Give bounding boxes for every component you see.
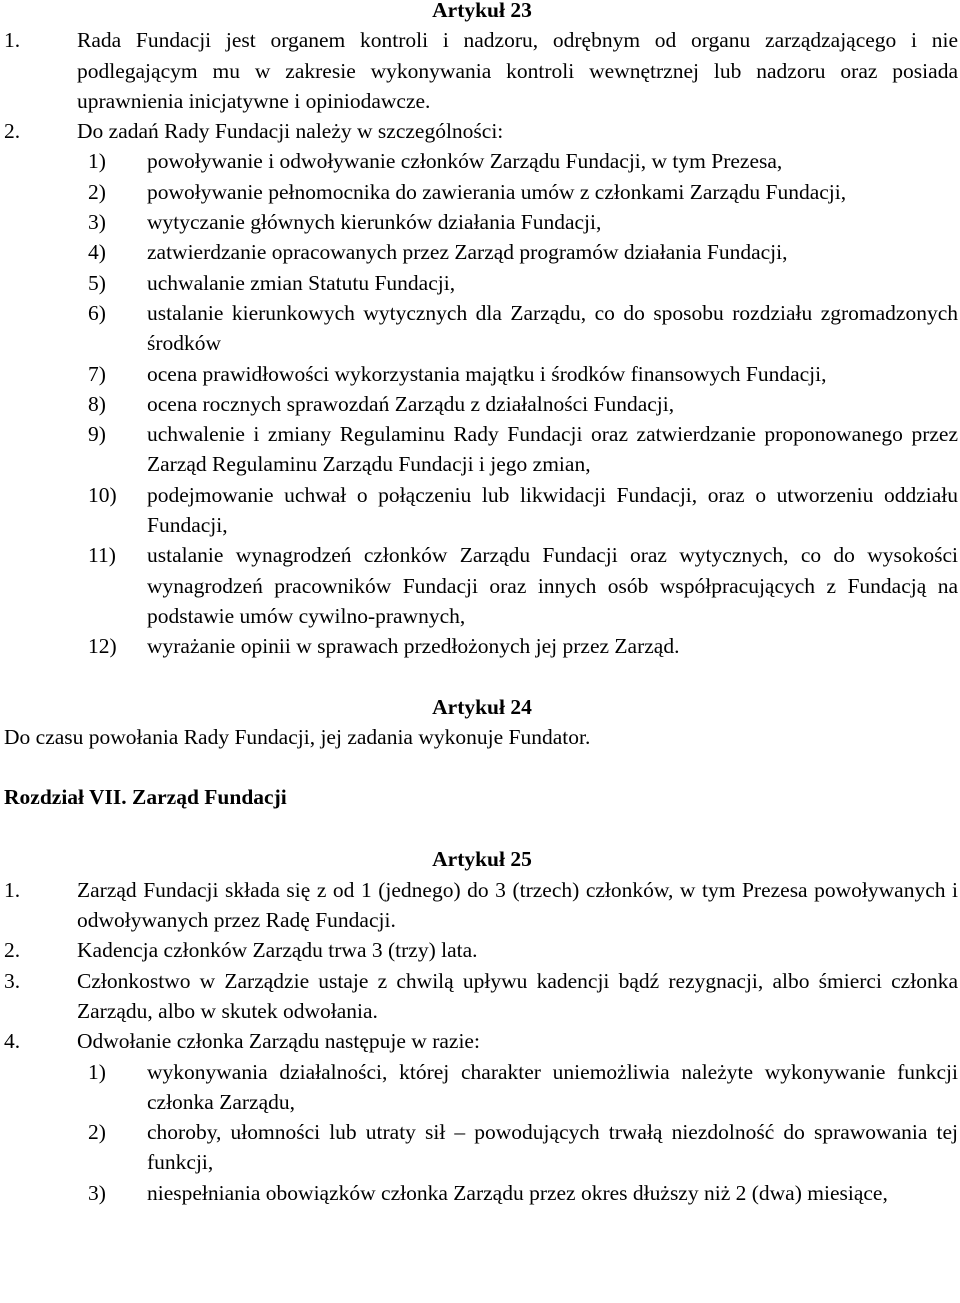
list-item-text: wykonywania działalności, której charakter uniemożliwia należyte wykonywanie funkcji członka Zarządu, <box>147 1059 958 1114</box>
paragraph-number: 2. <box>4 938 21 963</box>
list-item-number: 5) <box>88 270 106 295</box>
list-item-number: 3) <box>88 210 106 235</box>
paragraph-text: Kadencja członków Zarządu trwa 3 (trzy) lata. <box>77 938 478 963</box>
paragraph-text: Do zadań Rady Fundacji należy w szczególności: <box>77 119 504 144</box>
list-item-number: 9) <box>88 422 106 447</box>
list-item-number: 4) <box>88 240 106 265</box>
list-item-text: uchwalenie i zmiany Regulaminu Rady Fundacji oraz zatwierdzanie proponowanego przez Zarząd Regulaminu Zarządu Fundacji i jego zmian, <box>147 422 958 477</box>
numbered-paragraph <box>0 25 960 116</box>
numbered-paragraph <box>0 966 960 1027</box>
paragraph-number: 4. <box>4 1029 21 1054</box>
list-item-text: ocena prawidłowości wykorzystania majątku i środków finansowych Fundacji, <box>147 361 827 386</box>
list-item-text: ustalanie kierunkowych wytycznych dla Zarządu, co do sposobu rozdziału zgromadzonych środków <box>147 300 958 356</box>
list-item <box>0 480 960 541</box>
list-item <box>0 1178 960 1208</box>
article-heading: Artykuł 23 <box>432 0 532 22</box>
list-item-text: wyrażanie opinii w sprawach przedłożonych jej przez Zarząd. <box>147 634 680 659</box>
list-item-number: 8) <box>88 391 106 416</box>
list-item <box>0 1057 960 1118</box>
list-item-number: 2) <box>88 1120 106 1145</box>
paragraph-number: 1. <box>4 28 21 53</box>
paragraph-number: 1. <box>4 877 21 902</box>
list-item-text: podejmowanie uchwał o połączeniu lub likwidacji Fundacji, oraz o utworzeniu oddziału Fundacji, <box>147 482 958 538</box>
numbered-paragraph <box>0 875 960 936</box>
list-item-text: choroby, ułomności lub utraty sił – powodujących trwałą niezdolność do sprawowania tej funkcji, <box>147 1120 958 1175</box>
list-item <box>0 177 960 207</box>
paragraph-number: 3. <box>4 968 21 993</box>
list-item-text: ocena rocznych sprawozdań Zarządu z działalności Fundacji, <box>147 391 675 416</box>
list-item-text: powoływanie i odwoływanie członków Zarządu Fundacji, w tym Prezesa, <box>147 149 783 174</box>
spacer <box>0 812 960 844</box>
list-item <box>0 631 960 661</box>
article-heading: Artykuł 24 <box>432 694 532 719</box>
list-item <box>0 268 960 298</box>
list-item <box>0 419 960 480</box>
numbered-paragraph <box>0 116 960 146</box>
list-item-text: uchwalanie zmian Statutu Fundacji, <box>147 270 456 295</box>
article-paragraph: Do czasu powołania Rady Fundacji, jej zadania wykonuje Fundator. <box>4 724 591 749</box>
article-heading: Artykuł 25 <box>432 847 532 872</box>
list-item-text: niespełniania obowiązków członka Zarządu przez okres dłuższy niż 2 (dwa) miesiące, <box>147 1180 888 1205</box>
list-item-text: powoływanie pełnomocnika do zawierania umów z członkami Zarządu Fundacji, <box>147 179 847 204</box>
chapter-heading: Rozdział VII. Zarząd Fundacji <box>4 785 287 810</box>
list-item-number: 10) <box>88 482 117 507</box>
list-item-number: 12) <box>88 634 117 659</box>
list-item-number: 3) <box>88 1180 106 1205</box>
list-item-number: 1) <box>88 149 106 174</box>
list-item-number: 7) <box>88 361 106 386</box>
list-item <box>0 1117 960 1178</box>
list-item-text: zatwierdzanie opracowanych przez Zarząd programów działania Fundacji, <box>147 240 788 265</box>
list-item <box>0 389 960 419</box>
list-item-text: wytyczanie głównych kierunków działania Fundacji, <box>147 210 602 235</box>
paragraph-number: 2. <box>4 119 21 144</box>
spacer <box>0 662 960 692</box>
paragraph-text: Zarząd Fundacji składa się z od 1 (jednego) do 3 (trzech) członków, w tym Prezesa powoływanych i odwoływanych przez Radę Fundacji. <box>77 877 958 933</box>
paragraph-text: Odwołanie członka Zarządu następuje w razie: <box>77 1029 480 1054</box>
list-item <box>0 146 960 176</box>
paragraph-text: Rada Fundacji jest organem kontroli i nadzoru, odrębnym od organu zarządzającego i nie podlegającym mu w zakresie wykonywania kontroli wewnętrznej lub nadzoru oraz posiada uprawnienia inicjatywne i opiniodawcze. <box>77 28 958 113</box>
list-item-number: 11) <box>88 543 116 568</box>
list-item-number: 6) <box>88 300 106 325</box>
list-item <box>0 207 960 237</box>
list-item-number: 2) <box>88 179 106 204</box>
paragraph-text: Członkostwo w Zarządzie ustaje z chwilą upływu kadencji bądź rezygnacji, albo śmierci członka Zarządu, albo w skutek odwołania. <box>77 968 958 1023</box>
numbered-paragraph <box>0 935 960 965</box>
list-item <box>0 298 960 359</box>
list-item <box>0 359 960 389</box>
numbered-paragraph <box>0 1026 960 1056</box>
list-item <box>0 540 960 631</box>
spacer <box>0 752 960 782</box>
list-item-number: 1) <box>88 1059 106 1084</box>
list-item-text: ustalanie wynagrodzeń członków Zarządu Fundacji oraz wytycznych, co do wysokości wynagrodzeń pracowników Fundacji oraz innych osób współpracujących z Fundacją na podstawie umów cywilno-prawnych, <box>147 543 958 628</box>
list-item <box>0 237 960 267</box>
